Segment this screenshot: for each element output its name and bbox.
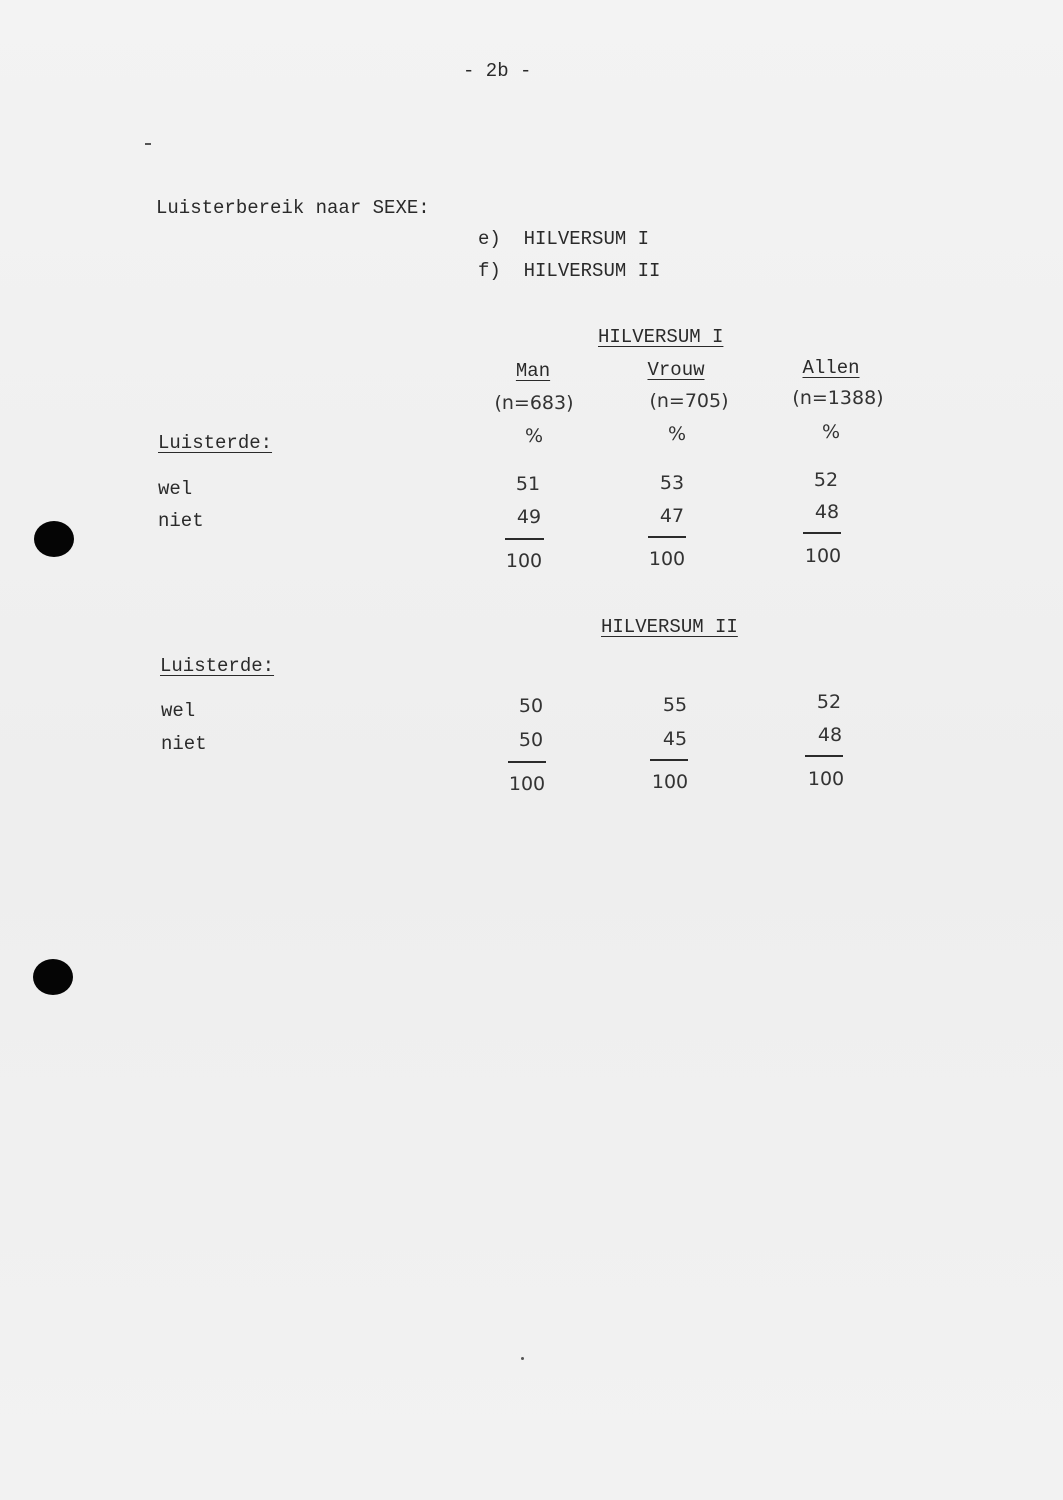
column-header-man: Man	[515, 360, 551, 382]
table-title: HILVERSUM I	[598, 326, 724, 348]
table-title: HILVERSUM II	[601, 616, 738, 638]
column-unit-vrouw: %	[667, 423, 687, 445]
sum-rule	[508, 761, 546, 763]
table-cell: 52	[816, 691, 842, 713]
table-cell: 47	[659, 505, 685, 527]
column-header-vrouw: Vrouw	[647, 359, 705, 381]
row-label-wel: wel	[158, 478, 193, 500]
table-cell: 50	[518, 729, 544, 751]
stray-mark	[145, 143, 151, 145]
row-label-niet: niet	[161, 733, 207, 755]
list-marker: e)	[478, 228, 501, 250]
table-cell: 51	[515, 473, 541, 495]
sum-rule	[505, 538, 544, 540]
column-header-allen: Allen	[802, 357, 860, 379]
table-cell: 55	[662, 694, 688, 716]
table-cell: 50	[518, 695, 544, 717]
punch-hole	[34, 521, 74, 557]
total-cell: 100	[648, 548, 686, 570]
table-cell: 53	[659, 472, 685, 494]
section-heading: Luisterbereik naar SEXE:	[156, 197, 430, 219]
total-cell: 100	[508, 773, 546, 795]
column-n-man: (n=683)	[494, 392, 574, 414]
row-header: Luisterde:	[160, 655, 275, 677]
list-text: HILVERSUM II	[523, 260, 661, 282]
list-item	[478, 260, 660, 282]
column-unit-man: %	[524, 425, 544, 447]
stray-dot	[521, 1357, 524, 1360]
column-n-allen: (n=1388)	[792, 387, 884, 409]
total-cell: 100	[804, 545, 842, 567]
column-n-vrouw: (n=705)	[649, 390, 729, 412]
table-cell: 48	[814, 501, 840, 523]
sum-rule	[648, 536, 686, 538]
table-cell: 48	[817, 724, 843, 746]
sum-rule	[805, 755, 843, 757]
row-label-niet: niet	[158, 510, 204, 532]
page-number: - 2b -	[463, 60, 532, 82]
table-cell: 45	[662, 728, 688, 750]
table-cell: 52	[813, 469, 839, 491]
column-unit-allen: %	[821, 421, 841, 443]
total-cell: 100	[505, 550, 543, 572]
sum-rule	[803, 532, 841, 534]
row-label-wel: wel	[161, 700, 196, 722]
row-header: Luisterde:	[158, 432, 273, 454]
list-text: HILVERSUM I	[523, 228, 650, 250]
total-cell: 100	[651, 771, 689, 793]
punch-hole	[33, 959, 73, 995]
total-cell: 100	[807, 768, 845, 790]
list-marker: f)	[478, 260, 501, 282]
table-cell: 49	[516, 506, 542, 528]
list-item	[478, 228, 649, 250]
sum-rule	[650, 759, 688, 761]
